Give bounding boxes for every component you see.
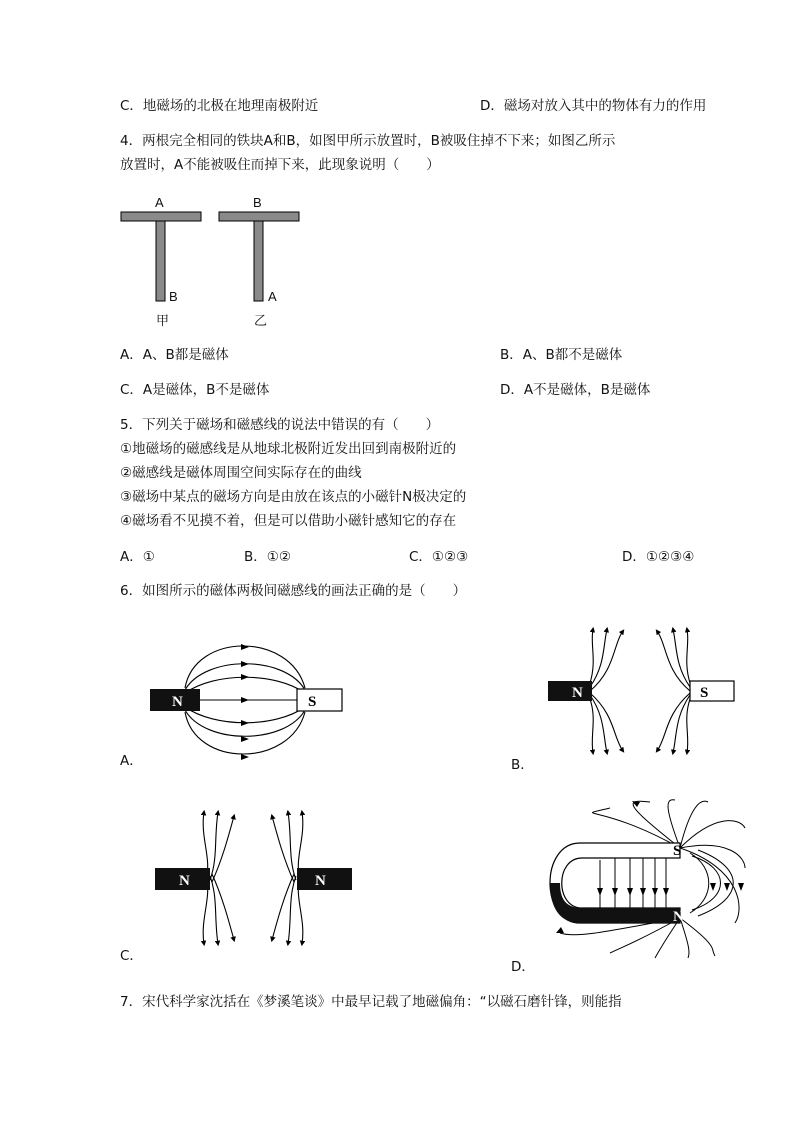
q5-statement-2: ②磁感线是磁体周围空间实际存在的曲线 — [120, 465, 362, 481]
q4-option-b: B．A、B都不是磁体 — [500, 347, 623, 363]
q4-figure — [118, 192, 318, 332]
q6-figure-d-label: D． — [511, 959, 535, 975]
q4-option-c: C．A是磁体，B不是磁体 — [120, 382, 270, 398]
fig-b-right-pole: S — [700, 685, 709, 701]
fig-c-right-pole: N — [315, 873, 326, 889]
fig-d-top-pole: S — [673, 843, 682, 859]
q5-option-b: B．①② — [244, 549, 291, 565]
q5-statement-3: ③磁场中某点的磁场方向是由放在该点的小磁针N极决定的 — [120, 489, 467, 505]
yi-caption: 乙 — [254, 313, 268, 328]
q5-option-c: C．①②③ — [409, 549, 469, 565]
q4-stem-line2: 放置时，A不能被吸住而掉下来，此现象说明（ ） — [120, 157, 440, 173]
fig-d-bottom-pole: N — [673, 909, 684, 925]
q4-option-a: A．A、B都是磁体 — [120, 347, 229, 363]
fig-b-left-pole: N — [572, 685, 583, 701]
q6-figure-d — [540, 798, 750, 958]
q7-stem: 7．宋代科学家沈括在《梦溪笔谈》中最早记载了地磁偏角：“以磁石磨针锋，则能指 — [120, 994, 622, 1010]
yi-top-label: B — [253, 195, 262, 210]
jia-top-label: A — [155, 195, 164, 210]
fig-a-left-pole: N — [172, 694, 183, 710]
q6-figure-a-label: A． — [120, 753, 143, 769]
figure-jia — [121, 195, 201, 328]
q6-figure-a — [145, 630, 355, 770]
figure-yi — [219, 195, 299, 328]
q5-statement-4: ④磁场看不见摸不着，但是可以借助小磁针感知它的存在 — [120, 513, 457, 529]
fig-c-left-pole: N — [179, 873, 190, 889]
q6-figure-c-label: C． — [120, 948, 143, 964]
q6-figure-c — [150, 808, 360, 948]
q4-option-d: D．A不是磁体，B是磁体 — [500, 382, 651, 398]
q6-figure-b — [545, 625, 745, 760]
q5-option-a: A．① — [120, 549, 155, 565]
fig-a-right-pole: S — [308, 694, 317, 710]
q5-statement-1: ①地磁场的磁感线是从地球北极附近发出回到南极附近的 — [120, 441, 457, 457]
jia-caption: 甲 — [156, 313, 170, 328]
q5-option-d: D．①②③④ — [622, 549, 695, 565]
yi-bottom-label: A — [268, 289, 277, 304]
jia-bottom-label: B — [169, 289, 178, 304]
q5-stem: 5．下列关于磁场和磁感线的说法中错误的有（ ） — [120, 417, 440, 433]
q6-figure-b-label: B． — [511, 757, 534, 773]
q3-option-d: D．磁场对放入其中的物体有力的作用 — [480, 98, 707, 114]
q4-stem-line1: 4．两根完全相同的铁块A和B，如图甲所示放置时，B被吸住掉不下来；如图乙所示 — [120, 133, 616, 149]
q3-option-c: C．地磁场的北极在地理南极附近 — [120, 98, 319, 114]
q6-stem: 6．如图所示的磁体两极间磁感线的画法正确的是（ ） — [120, 583, 467, 599]
